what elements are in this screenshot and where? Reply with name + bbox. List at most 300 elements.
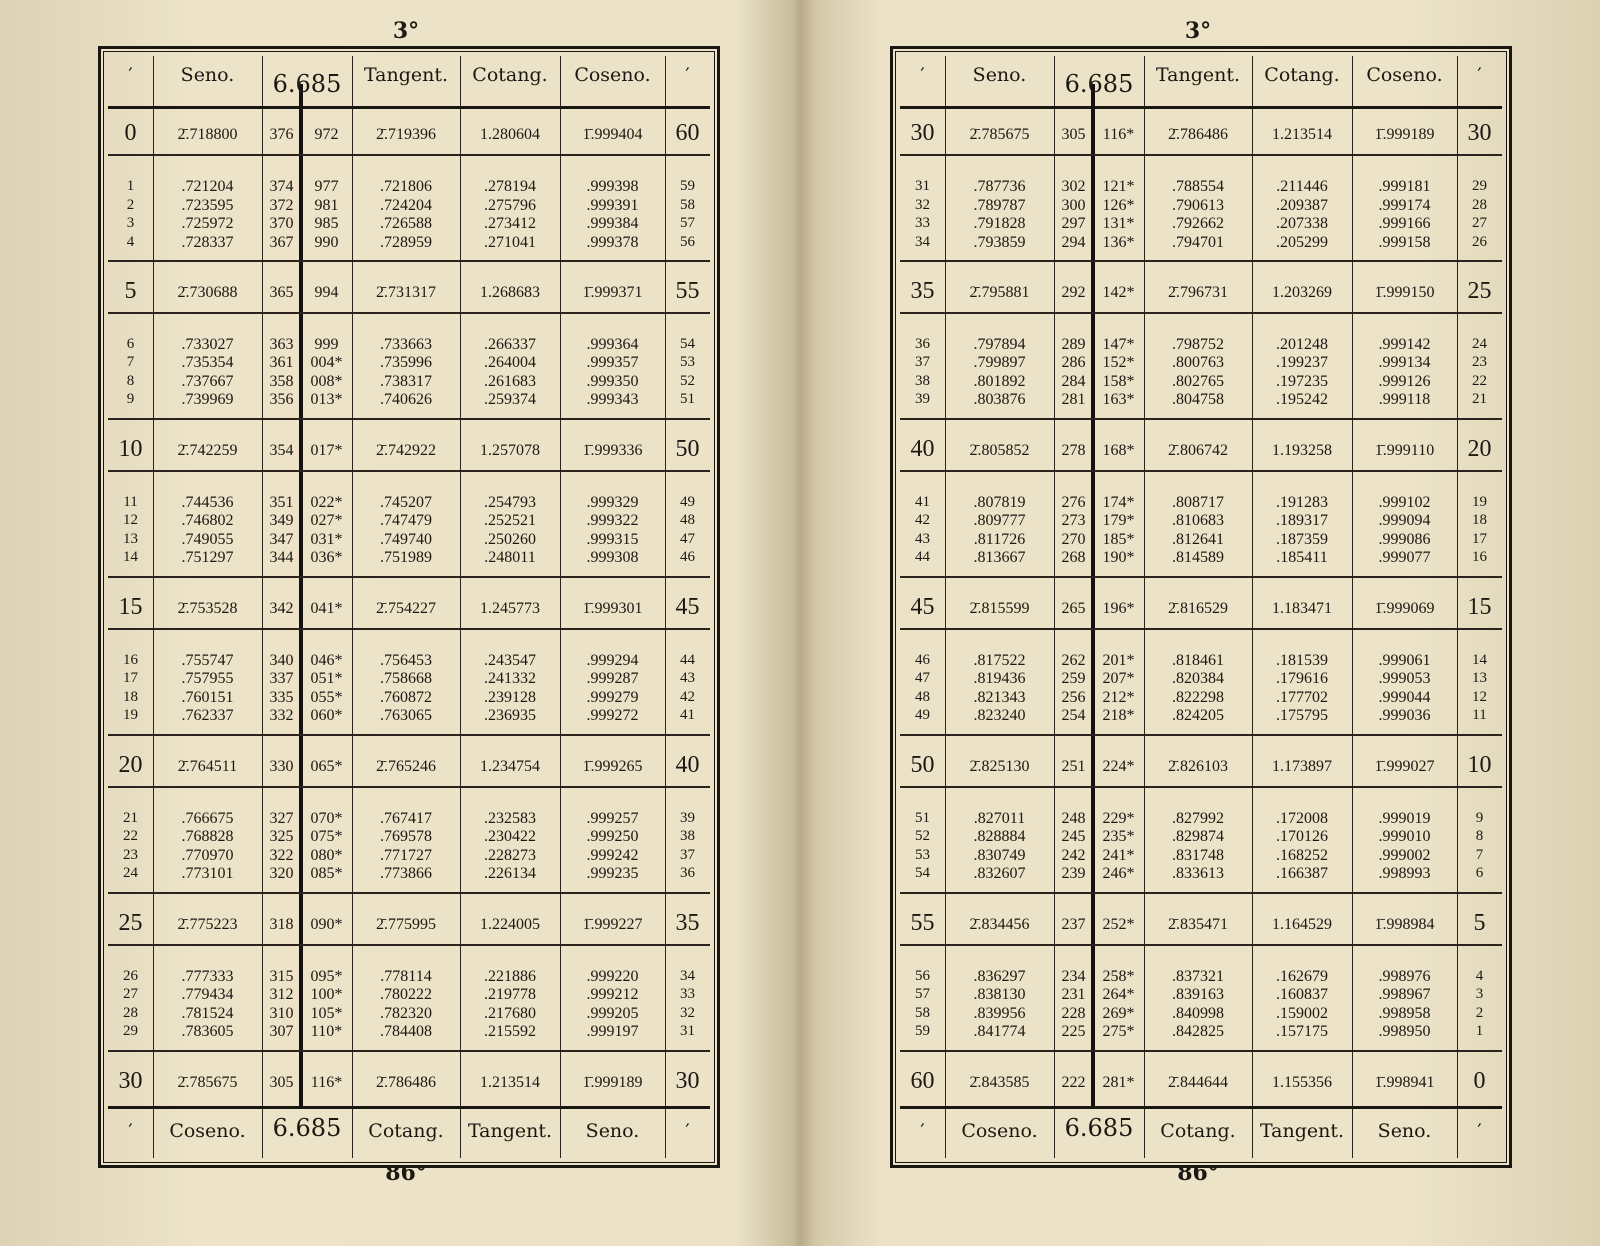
row-mr: 52 — [680, 372, 695, 389]
group-head-mr: 45 — [675, 593, 700, 620]
row-cos: .999257 — [586, 809, 639, 827]
row-tan: .763065 — [380, 707, 432, 725]
row-cot: .273412 — [484, 215, 536, 232]
row-cot: .175795 — [1276, 707, 1328, 725]
row-mr: 36 — [680, 865, 695, 882]
footer-mid: 6.685 — [1064, 1114, 1134, 1142]
row-cos: .999329 — [586, 493, 639, 511]
row-mr: 7 — [1475, 846, 1484, 863]
row-tan: .810683 — [1172, 512, 1224, 530]
row-d2: 990 — [314, 233, 339, 251]
group-head-mr: 5 — [1473, 909, 1486, 936]
row-d2: 036* — [310, 549, 343, 567]
group-head-seno: 2̄.785675 — [969, 126, 1030, 143]
row-seno: .819436 — [973, 670, 1026, 688]
row-seno: .744536 — [181, 493, 234, 511]
row-m: 57 — [915, 986, 930, 1003]
row-tan: .804758 — [1172, 391, 1224, 409]
group-head-rule — [900, 786, 1502, 788]
group-head-rule — [108, 470, 710, 472]
row-d1: 259 — [1061, 670, 1086, 688]
group-head-cos: 1̄.999227 — [582, 915, 643, 933]
row-cot: .230422 — [484, 828, 536, 846]
row-cos: .999364 — [586, 335, 639, 353]
row-mr: 29 — [1472, 178, 1487, 194]
row-d1: 242 — [1061, 846, 1086, 864]
row-cos: .999142 — [1378, 335, 1431, 353]
row-mr: 4 — [1475, 967, 1484, 984]
row-cos: .999294 — [586, 651, 639, 669]
row-mr: 43 — [680, 670, 695, 687]
row-d1: 284 — [1061, 372, 1086, 390]
row-d1: 325 — [269, 828, 294, 846]
row-d1: 367 — [269, 233, 294, 251]
row-d2: 229* — [1102, 809, 1135, 827]
row-tan: .780222 — [380, 986, 432, 1004]
row-m: 26 — [123, 967, 138, 984]
group-head-seno: 2̄.795881 — [969, 283, 1030, 301]
row-seno: .811726 — [973, 530, 1026, 548]
row-cos: .999235 — [586, 865, 639, 883]
row-m: 14 — [123, 549, 138, 566]
row-tan: .747479 — [380, 512, 432, 530]
row-m: 48 — [915, 688, 930, 705]
group-head-d1: 354 — [269, 441, 294, 459]
row-m: 7 — [126, 354, 135, 371]
row-m: 46 — [915, 651, 930, 668]
group-head-m: 20 — [118, 751, 143, 778]
row-seno: .807819 — [973, 493, 1026, 511]
group-bottom-rule — [108, 1050, 710, 1052]
group-head-cot: 1.193258 — [1272, 441, 1332, 459]
group-head-tan: 2̄.765246 — [376, 757, 436, 775]
group-head-rule — [900, 470, 1502, 472]
row-d2: 185* — [1102, 530, 1135, 548]
bottom-degree-label: 86° — [385, 1160, 427, 1186]
row-seno: .789787 — [973, 196, 1026, 214]
table-frame — [98, 46, 720, 1168]
row-cot: .266337 — [484, 335, 536, 353]
row-tan: .767417 — [380, 809, 432, 827]
group-head-cot: 1.234754 — [480, 757, 540, 775]
group-head-m: 45 — [910, 593, 935, 620]
row-tan: .839163 — [1172, 986, 1224, 1004]
row-d2: 977 — [314, 178, 339, 195]
row-cot: .179616 — [1276, 670, 1328, 688]
group-head-mr: 60 — [675, 120, 700, 146]
row-d1: 310 — [269, 1004, 294, 1022]
row-tan: .818461 — [1172, 651, 1224, 669]
row-tan: .833613 — [1172, 865, 1224, 883]
row-cot: .248011 — [484, 549, 536, 567]
row-seno: .793859 — [973, 233, 1026, 251]
footer-min-right: ′ — [1477, 1120, 1482, 1142]
row-d1: 273 — [1061, 512, 1086, 530]
row-tan: .788554 — [1172, 178, 1224, 195]
row-cot: .261683 — [484, 372, 536, 390]
row-seno: .801892 — [973, 372, 1026, 390]
row-mr: 42 — [680, 688, 695, 705]
row-mr: 23 — [1472, 354, 1487, 371]
row-d2: 152* — [1102, 354, 1135, 372]
row-tan: .814589 — [1172, 549, 1224, 567]
row-tan: .800763 — [1172, 354, 1224, 372]
group-head-mr: 35 — [675, 909, 700, 936]
row-mr: 47 — [680, 530, 695, 547]
group-head-d1: 330 — [269, 757, 294, 775]
row-m: 12 — [123, 512, 138, 529]
group-head-rule — [108, 154, 710, 156]
row-mr: 26 — [1472, 233, 1487, 250]
row-cos: .999205 — [586, 1004, 639, 1022]
row-d2: 999 — [314, 335, 339, 353]
row-seno: .755747 — [181, 651, 234, 669]
group-head-d2: 116* — [1102, 126, 1135, 143]
group-bottom-rule — [108, 418, 710, 420]
row-m: 33 — [915, 215, 930, 231]
row-cos: .999322 — [586, 512, 639, 530]
group-head-cos: 1̄.999371 — [582, 283, 643, 301]
row-d2: 105* — [310, 1004, 343, 1022]
group-head-d2: 972 — [314, 126, 339, 143]
row-cot: .241332 — [484, 670, 536, 688]
row-tan: .794701 — [1172, 233, 1224, 251]
row-d1: 358 — [269, 372, 294, 390]
group-head-d1: 318 — [269, 915, 294, 933]
row-m: 4 — [126, 233, 135, 250]
group-head-cos: 1̄.999301 — [582, 599, 643, 617]
row-d1: 322 — [269, 846, 294, 864]
row-tan: .760872 — [380, 688, 432, 706]
row-tan: .726588 — [380, 215, 432, 232]
row-d2: 212* — [1102, 688, 1135, 706]
row-m: 16 — [123, 651, 138, 668]
row-cos: .999279 — [586, 688, 639, 706]
group-head-m: 55 — [910, 909, 935, 936]
row-d1: 361 — [269, 354, 294, 372]
group-head-m: 60 — [910, 1067, 935, 1094]
header-tangent: Tangent. — [1155, 64, 1241, 86]
row-mr: 41 — [680, 707, 695, 724]
footer-cotang: Cotang. — [368, 1120, 444, 1142]
row-mr: 37 — [680, 846, 695, 863]
row-m: 18 — [123, 688, 138, 705]
row-cos: .999242 — [586, 846, 639, 864]
row-cos: .999077 — [1378, 549, 1431, 567]
row-seno: .762337 — [181, 707, 234, 725]
group-head-rule — [108, 312, 710, 314]
row-mr: 17 — [1472, 530, 1487, 547]
row-cos: .998993 — [1378, 865, 1431, 883]
group-head-cos: 1̄.999189 — [582, 1073, 643, 1091]
row-mr: 12 — [1472, 688, 1487, 705]
row-cos: .999166 — [1378, 215, 1431, 232]
group-head-tan: 2̄.719396 — [376, 126, 436, 143]
row-cot: .172008 — [1276, 809, 1328, 827]
row-d1: 347 — [269, 530, 294, 548]
group-head-seno: 2̄.753528 — [177, 599, 238, 617]
row-tan: .840998 — [1172, 1004, 1224, 1022]
row-seno: .777333 — [181, 967, 234, 985]
header-min-right: ′ — [685, 64, 690, 86]
group-head-cot: 1.224005 — [480, 915, 540, 933]
row-tan: .738317 — [380, 372, 432, 390]
row-mr: 33 — [680, 986, 695, 1003]
row-cot: .271041 — [484, 233, 536, 251]
row-d2: 136* — [1102, 233, 1135, 251]
row-d1: 245 — [1061, 828, 1086, 846]
row-seno: .733027 — [181, 335, 234, 353]
group-head-mr: 0 — [1473, 1067, 1486, 1094]
row-tan: .784408 — [380, 1023, 432, 1041]
group-head-d1: 305 — [1061, 126, 1086, 143]
row-d1: 315 — [269, 967, 294, 985]
group-head-cos: 1̄.999189 — [1374, 126, 1435, 143]
row-mr: 32 — [680, 1004, 695, 1021]
row-cot: .259374 — [484, 391, 536, 409]
row-m: 13 — [123, 530, 138, 547]
row-cot: .168252 — [1276, 846, 1328, 864]
group-head-cot: 1.155356 — [1272, 1073, 1332, 1091]
row-m: 9 — [126, 391, 135, 408]
group-head-tan: 2̄.835471 — [1168, 915, 1228, 933]
footer-tangent: Tangent. — [467, 1120, 553, 1142]
row-cot: .278194 — [484, 178, 536, 195]
row-cos: .999378 — [586, 233, 639, 251]
row-mr: 38 — [680, 828, 695, 845]
row-tan: .778114 — [380, 967, 432, 985]
row-d1: 297 — [1061, 215, 1086, 232]
group-head-tan: 2̄.806742 — [1168, 441, 1228, 459]
row-mr: 28 — [1472, 196, 1487, 213]
row-d2: 131* — [1102, 215, 1135, 232]
row-m: 11 — [123, 493, 138, 510]
group-head-tan: 2̄.816529 — [1168, 599, 1228, 617]
group-head-d2: 017* — [310, 441, 343, 459]
group-head-cot: 1.183471 — [1272, 599, 1332, 617]
row-cot: .236935 — [484, 707, 536, 725]
row-cot: .215592 — [484, 1023, 536, 1041]
header-cotang: Cotang. — [1264, 64, 1340, 86]
row-m: 41 — [915, 493, 930, 510]
row-d2: 085* — [310, 865, 343, 883]
row-cos: .999272 — [586, 707, 639, 725]
group-head-tan: 2̄.826103 — [1168, 757, 1228, 775]
row-cot: .226134 — [484, 865, 536, 883]
header-mid: 6.685 — [1064, 70, 1134, 98]
group-head-tan: 2̄.844644 — [1168, 1073, 1228, 1091]
group-head-d2: 224* — [1102, 757, 1135, 775]
footer-min-right: ′ — [685, 1120, 690, 1142]
row-d1: 332 — [269, 707, 294, 725]
group-head-rule — [108, 786, 710, 788]
group-head-seno: 2̄.764511 — [177, 757, 238, 775]
footer-coseno: Coseno. — [961, 1120, 1038, 1142]
row-cot: .209387 — [1276, 196, 1328, 214]
row-mr: 16 — [1472, 549, 1487, 566]
row-d1: 234 — [1061, 967, 1086, 985]
row-d2: 174* — [1102, 493, 1135, 511]
row-cot: .250260 — [484, 530, 536, 548]
footer-coseno: Coseno. — [169, 1120, 246, 1142]
row-tan: .837321 — [1172, 967, 1224, 985]
row-d1: 248 — [1061, 809, 1086, 827]
group-bottom-rule — [108, 260, 710, 262]
group-head-d1: 237 — [1061, 915, 1086, 933]
row-tan: .724204 — [380, 196, 432, 214]
row-mr: 9 — [1475, 809, 1484, 826]
header-coseno: Coseno. — [574, 64, 651, 86]
group-head-cot: 1.164529 — [1272, 915, 1332, 933]
row-d2: 158* — [1102, 372, 1135, 390]
row-d2: 022* — [310, 493, 343, 511]
row-m: 49 — [915, 707, 930, 724]
header-min: ′ — [128, 64, 133, 86]
row-cot: .170126 — [1276, 828, 1328, 846]
row-d1: 374 — [269, 178, 294, 195]
row-mr: 11 — [1472, 707, 1487, 724]
row-mr: 44 — [680, 651, 695, 668]
row-cot: .177702 — [1276, 688, 1328, 706]
row-tan: .749740 — [380, 530, 432, 548]
row-d1: 337 — [269, 670, 294, 688]
group-bottom-rule — [900, 418, 1502, 420]
group-head-m: 5 — [124, 277, 137, 304]
row-m: 42 — [915, 512, 930, 529]
row-seno: .813667 — [973, 549, 1026, 567]
group-head-cos: 1̄.998984 — [1374, 915, 1435, 933]
row-cot: .217680 — [484, 1004, 536, 1022]
row-tan: .721806 — [380, 178, 432, 195]
row-cos: .999350 — [586, 372, 639, 390]
row-seno: .737667 — [181, 372, 234, 390]
group-bottom-rule — [900, 576, 1502, 578]
group-head-d1: 376 — [269, 126, 294, 143]
row-mr: 58 — [680, 196, 695, 213]
header-coseno: Coseno. — [1366, 64, 1443, 86]
row-cot: .239128 — [484, 688, 536, 706]
row-mr: 27 — [1472, 215, 1487, 231]
row-seno: .836297 — [973, 967, 1026, 985]
group-head-d2: 252* — [1102, 915, 1135, 933]
group-head-m: 50 — [910, 751, 935, 778]
bottom-degree-label: 86° — [1177, 1160, 1219, 1186]
group-head-d2: 065* — [310, 757, 343, 775]
row-d2: 981 — [314, 196, 339, 214]
group-head-d1: 265 — [1061, 599, 1086, 617]
row-cot: .254793 — [484, 493, 536, 511]
row-d2: 258* — [1102, 967, 1135, 985]
row-mr: 51 — [680, 391, 695, 408]
row-d1: 270 — [1061, 530, 1086, 548]
row-m: 24 — [123, 865, 138, 882]
row-d2: 004* — [310, 354, 343, 372]
group-head-seno: 2̄.834456 — [969, 915, 1030, 933]
group-head-tan: 2̄.786486 — [1168, 126, 1228, 143]
group-head-tan: 2̄.731317 — [376, 283, 436, 301]
group-bottom-rule — [108, 892, 710, 894]
row-d1: 370 — [269, 215, 294, 232]
group-head-cot: 1.280604 — [480, 126, 540, 143]
row-mr: 53 — [680, 354, 695, 371]
row-mr: 18 — [1472, 512, 1487, 529]
row-d2: 163* — [1102, 391, 1135, 409]
row-d2: 275* — [1102, 1023, 1135, 1041]
row-cot: .219778 — [484, 986, 536, 1004]
header-rule — [108, 106, 710, 109]
row-d2: 075* — [310, 828, 343, 846]
group-head-seno: 2̄.825130 — [969, 757, 1030, 775]
row-seno: .766675 — [181, 809, 234, 827]
row-cos: .999118 — [1378, 391, 1431, 409]
row-cot: .275796 — [484, 196, 536, 214]
row-d2: 080* — [310, 846, 343, 864]
group-head-cot: 1.257078 — [480, 441, 540, 459]
group-head-cot: 1.268683 — [480, 283, 540, 301]
row-m: 3 — [126, 215, 135, 231]
group-head-tan: 2̄.754227 — [376, 599, 436, 617]
row-d2: 070* — [310, 809, 343, 827]
row-tan: .751989 — [380, 549, 432, 567]
row-d1: 340 — [269, 651, 294, 669]
row-d1: 239 — [1061, 865, 1086, 883]
row-m: 43 — [915, 530, 930, 547]
row-cot: .162679 — [1276, 967, 1328, 985]
group-head-mr: 25 — [1467, 277, 1492, 304]
row-m: 23 — [123, 846, 138, 863]
row-seno: .746802 — [181, 512, 234, 530]
row-d2: 126* — [1102, 196, 1135, 214]
row-cos: .998950 — [1378, 1023, 1431, 1041]
footer-min: ′ — [128, 1120, 133, 1142]
row-m: 54 — [915, 865, 930, 882]
row-m: 31 — [915, 178, 930, 194]
group-bottom-rule — [900, 260, 1502, 262]
row-cot: .181539 — [1276, 651, 1328, 669]
row-m: 51 — [915, 809, 930, 826]
top-degree-label: 3° — [1184, 18, 1212, 44]
row-tan: .824205 — [1172, 707, 1224, 725]
row-d2: 246* — [1102, 865, 1135, 883]
row-m: 52 — [915, 828, 930, 845]
group-head-cos: 1̄.999404 — [582, 126, 643, 143]
row-seno: .757955 — [181, 670, 234, 688]
row-m: 17 — [123, 670, 138, 687]
row-seno: .728337 — [181, 233, 234, 251]
row-d2: 985 — [314, 215, 339, 232]
group-head-mr: 20 — [1467, 435, 1492, 462]
group-head-m: 0 — [124, 120, 137, 146]
row-cot: .157175 — [1276, 1023, 1328, 1041]
row-d2: 055* — [310, 688, 343, 706]
row-mr: 24 — [1472, 335, 1487, 352]
row-seno: .768828 — [181, 828, 234, 846]
row-d1: 286 — [1061, 354, 1086, 372]
group-head-d2: 196* — [1102, 599, 1135, 617]
footer-cotang: Cotang. — [1160, 1120, 1236, 1142]
right-page — [800, 0, 1600, 1246]
row-cos: .999094 — [1378, 512, 1431, 530]
group-head-seno: 2̄.815599 — [969, 599, 1030, 617]
group-head-mr: 10 — [1467, 751, 1492, 778]
group-head-seno: 2̄.775223 — [177, 915, 238, 933]
row-m: 34 — [915, 233, 930, 250]
top-degree-label: 3° — [392, 18, 420, 44]
row-d1: 231 — [1061, 986, 1086, 1004]
group-head-d1: 278 — [1061, 441, 1086, 459]
row-cot: .189317 — [1276, 512, 1328, 530]
group-head-tan: 2̄.786486 — [376, 1073, 436, 1091]
